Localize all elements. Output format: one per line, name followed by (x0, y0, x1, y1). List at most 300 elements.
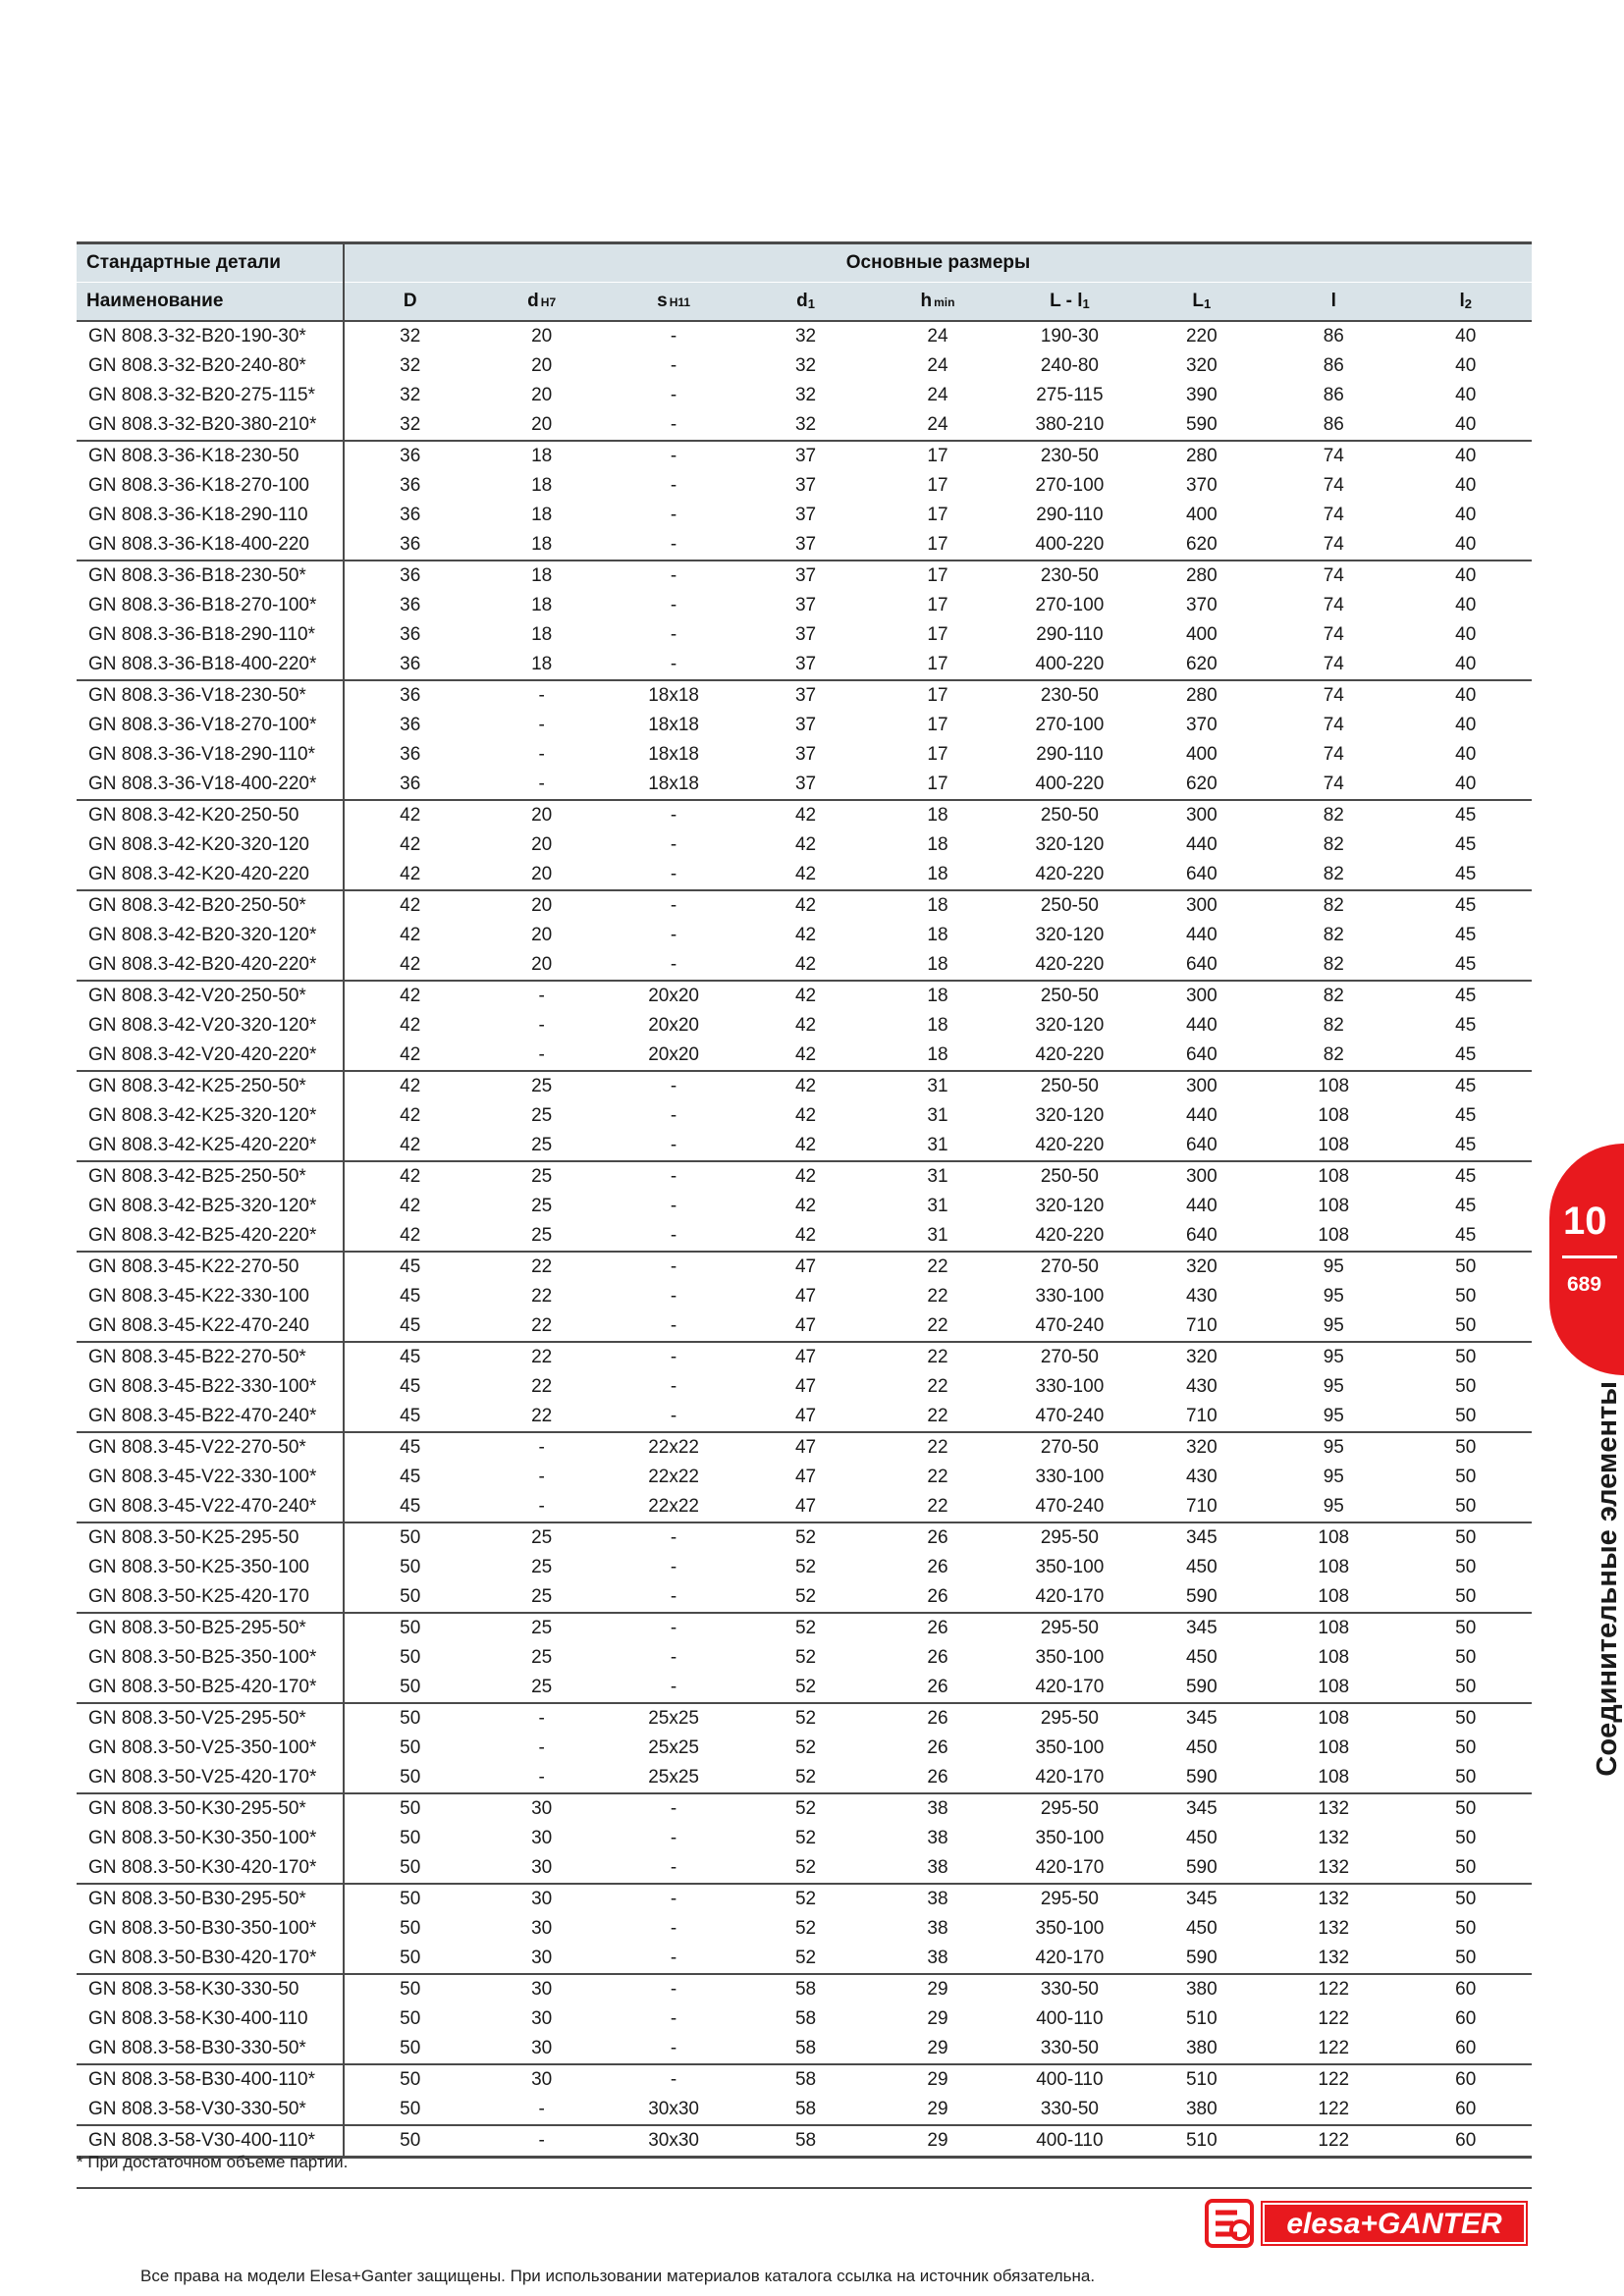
dimension-cell: 345 (1185, 1798, 1218, 1819)
dimension-cell: 50 (1455, 1527, 1477, 1548)
dimension-cell: 25 (531, 1527, 553, 1548)
dimension-cell: 22 (531, 1347, 553, 1367)
part-name-cell: GN 808.3-42-K25-420-220* (77, 1131, 344, 1161)
dimension-cell: 590 (1136, 1673, 1268, 1703)
dimension-cell: - (670, 446, 677, 466)
dimension-cell: 52 (794, 1828, 817, 1848)
dimension-cell: 18x18 (648, 715, 699, 735)
standard-parts-header: Стандартные детали (77, 243, 344, 283)
dimension-cell: 52 (739, 1763, 871, 1793)
dimension-cell: - (538, 1708, 545, 1729)
dimension-cell: 58 (794, 2130, 817, 2151)
dimension-cell: 30x30 (608, 2095, 739, 2125)
dimension-cell: 17 (927, 446, 948, 466)
col-header-label: s (657, 291, 668, 311)
dimension-cell: 26 (927, 1618, 948, 1638)
dimension-cell: - (670, 1076, 677, 1096)
dimension-cell: 22 (531, 1376, 553, 1397)
dimension-cell: 20 (531, 385, 553, 405)
dimension-cell: 58 (739, 2095, 871, 2125)
dimension-cell: 25 (531, 1557, 553, 1577)
col-header-label: d (527, 291, 539, 311)
dimension-cell: 370 (1185, 715, 1218, 735)
dimension-cell: 36 (400, 715, 421, 735)
dimension-cell: 18 (872, 860, 1003, 890)
col-header-l (1268, 283, 1399, 322)
dimension-cell: 37 (794, 624, 817, 645)
dimension-cell: 122 (1318, 2008, 1350, 2029)
dimension-cell: 50 (344, 1853, 475, 1884)
dimension-cell: 18 (927, 895, 948, 916)
elesa-ganter-logo (1204, 2197, 1530, 2250)
dimension-cell: 295-50 (1040, 1798, 1099, 1819)
dimension-cell: 17 (872, 650, 1003, 680)
dimension-cell: 50 (1400, 1763, 1533, 1793)
dimension-cell: 590 (1136, 1582, 1268, 1613)
dimension-cell: 45 (1455, 986, 1477, 1006)
dimension-cell: 108 (1268, 1221, 1399, 1252)
dimension-cell: 50 (400, 1798, 421, 1819)
table-row (77, 410, 1532, 441)
table-row (77, 561, 1532, 591)
dimension-cell: - (475, 1492, 607, 1522)
dimension-cell: - (670, 1376, 677, 1397)
dimension-cell: 30 (531, 1798, 553, 1819)
dimension-cell: 45 (400, 1467, 421, 1487)
col-header-h-min (872, 283, 1003, 322)
table-row (77, 2095, 1532, 2125)
part-name-cell: GN 808.3-32-B20-190-30* (77, 321, 344, 351)
col-header-name (77, 283, 344, 322)
dimension-cell: 50 (344, 2095, 475, 2125)
part-name-cell: GN 808.3-45-B22-270-50* (77, 1342, 344, 1372)
dimension-cell: 30 (475, 2034, 607, 2064)
table-row (77, 1734, 1532, 1763)
dimension-cell: 420-170 (1003, 1673, 1135, 1703)
dimension-cell: 52 (739, 1673, 871, 1703)
dimension-cell: 450 (1185, 1828, 1218, 1848)
part-name-cell: GN 808.3-45-V22-330-100* (77, 1463, 344, 1492)
dimension-cell: 45 (1455, 1015, 1477, 1036)
dimension-cell: 38 (927, 1889, 948, 1909)
dimension-cell: 50 (1455, 1437, 1477, 1458)
part-name-cell: GN 808.3-36-B18-290-110* (77, 620, 344, 650)
part-name-cell: GN 808.3-36-B18-270-100* (77, 591, 344, 620)
dimension-cell: 38 (927, 1918, 948, 1939)
dimension-cell: 47 (794, 1286, 817, 1307)
dimension-cell: 17 (872, 770, 1003, 800)
dimension-cell: 50 (400, 2130, 421, 2151)
dimension-cell: 300 (1185, 1076, 1218, 1096)
dimension-cell: 330-50 (1003, 2034, 1135, 2064)
part-name-cell: GN 808.3-50-B30-295-50* (77, 1884, 344, 1914)
dimension-cell: 82 (1323, 805, 1344, 826)
dimension-cell: 82 (1268, 1041, 1399, 1071)
page-number: 689 (1567, 1273, 1602, 1296)
table-row (77, 1492, 1532, 1522)
dimension-cell: 22 (475, 1402, 607, 1432)
dimension-cell: 47 (794, 1437, 817, 1458)
dimension-cell: 370 (1185, 595, 1218, 615)
dimension-cell: - (670, 925, 677, 945)
part-name-cell: GN 808.3-45-V22-270-50* (77, 1432, 344, 1463)
dimension-cell: 45 (1400, 1041, 1533, 1071)
dimension-cell: 220 (1185, 326, 1218, 347)
dimension-cell: 450 (1185, 1647, 1218, 1668)
dimension-cell: 30 (531, 2008, 553, 2029)
dimension-cell: 230-50 (1040, 446, 1099, 466)
dimension-cell: 32 (794, 385, 817, 405)
dimension-cell: 620 (1136, 650, 1268, 680)
dimension-cell: 40 (1455, 385, 1477, 405)
dimension-cell: - (670, 1347, 677, 1367)
dimension-cell: 22 (927, 1376, 948, 1397)
table-row (77, 650, 1532, 680)
dimension-cell: 17 (872, 530, 1003, 561)
dimension-cell: 108 (1318, 1105, 1350, 1126)
dimension-cell: 17 (927, 475, 948, 496)
dimension-cell: 132 (1268, 1853, 1399, 1884)
dimension-cell: 25 (531, 1076, 553, 1096)
dimension-cell: - (670, 2008, 677, 2029)
dimension-cell: 29 (927, 2130, 948, 2151)
dimension-cell: 470-240 (1003, 1311, 1135, 1342)
dimension-cell: 17 (927, 715, 948, 735)
dimension-cell: 25 (475, 1673, 607, 1703)
dimension-cell: 420-220 (1003, 860, 1135, 890)
dimension-cell: 52 (794, 1708, 817, 1729)
dimension-cell: 270-50 (1040, 1437, 1099, 1458)
dimension-cell: 37 (794, 446, 817, 466)
dimension-cell: - (670, 1557, 677, 1577)
dimension-cell: 230-50 (1040, 565, 1099, 586)
dimension-cell: 26 (872, 1673, 1003, 1703)
dimension-cell: 22 (872, 1402, 1003, 1432)
dimension-cell: 420-170 (1003, 1582, 1135, 1613)
dimension-cell: - (538, 986, 545, 1006)
dimension-cell: 22 (531, 1286, 553, 1307)
dimension-cell: - (608, 2034, 739, 2064)
dimension-cell: 50 (1455, 1889, 1477, 1909)
dimension-cell: 37 (794, 505, 817, 525)
dimension-cell: 36 (400, 685, 421, 706)
dimension-cell: 40 (1455, 355, 1477, 376)
dimension-cell: 330-100 (1035, 1467, 1105, 1487)
table-row (77, 1131, 1532, 1161)
part-name-cell: GN 808.3-58-K30-400-110 (77, 2004, 344, 2034)
col-header-d1 (739, 283, 871, 322)
dimension-cell: 122 (1318, 1979, 1350, 2000)
part-name-cell: GN 808.3-32-B20-380-210* (77, 410, 344, 441)
table-row (77, 800, 1532, 830)
dimension-cell: 95 (1323, 1256, 1344, 1277)
dimension-cell: 400-110 (1036, 2130, 1104, 2151)
dimension-cell: 22 (927, 1437, 948, 1458)
dimension-cell: 47 (794, 1256, 817, 1277)
dimension-cell: 18 (531, 446, 553, 466)
dimension-cell: 710 (1136, 1492, 1268, 1522)
dimension-cell: 45 (400, 1347, 421, 1367)
dimension-cell: 430 (1185, 1467, 1218, 1487)
dimension-cell: - (670, 1286, 677, 1307)
dimension-cell: 18x18 (648, 744, 699, 765)
dimension-cell: 40 (1455, 744, 1477, 765)
part-name-cell: GN 808.3-36-K18-230-50 (77, 441, 344, 471)
dimension-cell: 50 (400, 2008, 421, 2029)
dimension-cell: 52 (794, 1557, 817, 1577)
dimension-cell: - (670, 1256, 677, 1277)
dimension-cell: 440 (1185, 1015, 1218, 1036)
table-row (77, 1342, 1532, 1372)
dimension-cell: 450 (1185, 1737, 1218, 1758)
dimension-cell: 18x18 (608, 770, 739, 800)
part-name-cell: GN 808.3-42-K20-320-120 (77, 830, 344, 860)
col-header-d-outer (344, 283, 475, 322)
dimension-cell: - (670, 505, 677, 525)
part-name-cell: GN 808.3-42-B20-250-50* (77, 890, 344, 921)
dimension-cell: 400 (1185, 744, 1218, 765)
dimension-cell: 18 (927, 986, 948, 1006)
dimension-cell: 30 (531, 1979, 553, 2000)
dimension-cell: 31 (927, 1076, 948, 1096)
dimension-cell: - (608, 1673, 739, 1703)
dimension-cell: 50 (1455, 1286, 1477, 1307)
part-name-cell: GN 808.3-45-K22-470-240 (77, 1311, 344, 1342)
table-body (77, 321, 1532, 2158)
dimension-cell: 420-220 (1003, 1041, 1135, 1071)
dimension-cell: 32 (400, 326, 421, 347)
dimension-cell: 108 (1268, 1131, 1399, 1161)
dimension-cell: 345 (1185, 1889, 1218, 1909)
dimension-cell: 25 (531, 1647, 553, 1668)
dimension-cell: 86 (1323, 355, 1344, 376)
copyright-notice: Все права на модели Elesa+Ganter защищены. При использовании материалов каталога ссылка на источник обязательна. (140, 2267, 1096, 2285)
logo-wordmark: elesa+GANTER (1286, 2208, 1502, 2240)
dimension-cell: 29 (927, 1979, 948, 2000)
table-row (77, 2064, 1532, 2095)
dimension-cell: - (538, 2130, 545, 2151)
dimension-cell: 50 (400, 2069, 421, 2090)
dimension-cell: 40 (1455, 505, 1477, 525)
dimension-cell: - (608, 1311, 739, 1342)
dimension-cell: - (670, 475, 677, 496)
dimension-cell: 42 (400, 1166, 421, 1187)
dimension-cell: 230-50 (1040, 685, 1099, 706)
dimension-cell: 250-50 (1040, 895, 1099, 916)
dimension-cell: 31 (927, 1166, 948, 1187)
dimension-cell: - (670, 834, 677, 855)
part-name-cell: GN 808.3-50-V25-295-50* (77, 1703, 344, 1734)
dimension-cell: 42 (400, 925, 421, 945)
dimension-cell: 40 (1400, 530, 1533, 561)
dimension-cell: 50 (1455, 1557, 1477, 1577)
dimension-cell: 132 (1268, 1944, 1399, 1974)
dimension-cell: 17 (927, 595, 948, 615)
dimension-cell: 300 (1185, 895, 1218, 916)
dimension-cell: 420-170 (1003, 1853, 1135, 1884)
dimension-cell: 22 (475, 1311, 607, 1342)
dimension-cell: 22 (927, 1286, 948, 1307)
dimension-cell: 42 (794, 1196, 817, 1216)
part-name-cell: GN 808.3-32-B20-275-115* (77, 381, 344, 410)
dimension-cell: 270-100 (1035, 475, 1105, 496)
dimension-cell: 22 (927, 1347, 948, 1367)
dimension-cell: - (670, 624, 677, 645)
table-row (77, 1311, 1532, 1342)
dimension-cell: 420-170 (1003, 1944, 1135, 1974)
col-header-label: D (403, 291, 417, 311)
dimension-cell: 290-110 (1036, 744, 1104, 765)
dimension-cell: 45 (1455, 925, 1477, 945)
dimension-cell: 250-50 (1040, 805, 1099, 826)
dimension-cell: 36 (400, 565, 421, 586)
part-name-cell: GN 808.3-36-K18-400-220 (77, 530, 344, 561)
dimension-cell: 60 (1400, 2095, 1533, 2125)
dimension-cell: 320 (1185, 1437, 1218, 1458)
dimension-cell: 132 (1318, 1889, 1350, 1909)
col-header-subscript: 2 (1464, 296, 1472, 311)
table-row (77, 860, 1532, 890)
dimension-cell: 47 (739, 1492, 871, 1522)
table-row (77, 1582, 1532, 1613)
dimension-cell: 42 (794, 1105, 817, 1126)
table-row (77, 1071, 1532, 1101)
dimension-cell: 45 (1455, 1196, 1477, 1216)
dimension-cell: 50 (1400, 1311, 1533, 1342)
dimension-cell: 50 (400, 1979, 421, 2000)
dimension-cell: 52 (739, 1582, 871, 1613)
dimension-cell: 26 (927, 1527, 948, 1548)
part-name-cell: GN 808.3-36-B18-230-50* (77, 561, 344, 591)
dimension-cell: 42 (739, 1221, 871, 1252)
dimension-cell: 345 (1185, 1708, 1218, 1729)
dimension-cell: 47 (794, 1467, 817, 1487)
dimension-cell: 40 (1455, 624, 1477, 645)
dimension-cell: 36 (400, 595, 421, 615)
dimension-cell: 50 (1400, 1402, 1533, 1432)
dimension-cell: 25 (531, 1105, 553, 1126)
dimension-cell: 37 (739, 530, 871, 561)
dimension-cell: 60 (1455, 2130, 1477, 2151)
dimension-cell: 50 (344, 1763, 475, 1793)
dimension-cell: 26 (927, 1647, 948, 1668)
dimension-cell: 40 (1455, 595, 1477, 615)
dimension-cell: 270-100 (1035, 715, 1105, 735)
dimension-cell: 82 (1323, 1015, 1344, 1036)
dimension-cell: - (670, 595, 677, 615)
col-header-subscript: 1 (1082, 296, 1090, 311)
dimension-cell: 32 (794, 326, 817, 347)
dimension-cell: 58 (794, 1979, 817, 2000)
part-name-cell: GN 808.3-50-K30-420-170* (77, 1853, 344, 1884)
dimension-cell: 290-110 (1036, 505, 1104, 525)
dimension-cell: 320-120 (1035, 1196, 1105, 1216)
dimension-cell: 32 (739, 410, 871, 441)
dimension-cell: 60 (1455, 1979, 1477, 2000)
dimension-cell: 400-110 (1036, 2008, 1104, 2029)
dimension-cell: 190-30 (1040, 326, 1099, 347)
dimension-cell: 50 (1455, 1618, 1477, 1638)
dimension-cell: 52 (794, 1737, 817, 1758)
dimension-cell: 640 (1136, 860, 1268, 890)
part-name-cell: GN 808.3-50-K25-420-170 (77, 1582, 344, 1613)
table-row (77, 1522, 1532, 1553)
part-name-cell: GN 808.3-36-V18-270-100* (77, 711, 344, 740)
dimension-cell: 45 (1455, 895, 1477, 916)
dimension-cell: 24 (927, 326, 948, 347)
col-header-subscript: 1 (807, 296, 815, 311)
dimension-cell: 50 (1400, 1582, 1533, 1613)
table-row (77, 1613, 1532, 1643)
dimension-cell: 400-220 (1003, 770, 1135, 800)
dimension-cell: 29 (927, 2008, 948, 2029)
dimension-cell: 25 (531, 1166, 553, 1187)
dimension-cell: - (670, 1979, 677, 2000)
dimension-cell: 290-110 (1036, 624, 1104, 645)
dimension-cell: - (670, 2069, 677, 2090)
dimension-cell: - (670, 565, 677, 586)
dimension-cell: 95 (1323, 1437, 1344, 1458)
dimension-cell: 31 (927, 1105, 948, 1126)
dimension-cell: 17 (927, 505, 948, 525)
part-name-cell: GN 808.3-36-V18-230-50* (77, 680, 344, 711)
dimension-cell: 40 (1400, 410, 1533, 441)
part-name-cell: GN 808.3-50-K30-295-50* (77, 1793, 344, 1824)
dimension-cell: 108 (1318, 1527, 1350, 1548)
dimension-cell: 122 (1318, 2130, 1350, 2151)
dimension-cell: 32 (344, 410, 475, 441)
part-name-cell: GN 808.3-42-V20-320-120* (77, 1011, 344, 1041)
dimension-cell: 36 (400, 505, 421, 525)
table-row (77, 501, 1532, 530)
dimension-cell: 42 (344, 1041, 475, 1071)
logo-emblem-icon (1207, 2201, 1252, 2246)
dimension-cell: 50 (1400, 1944, 1533, 1974)
dimension-cell: 37 (794, 475, 817, 496)
dimension-cell: 42 (344, 1221, 475, 1252)
dimension-cell: - (608, 950, 739, 981)
dimension-cell: 74 (1323, 446, 1344, 466)
dimension-cell: 74 (1323, 744, 1344, 765)
table-row (77, 1101, 1532, 1131)
part-name-cell: GN 808.3-50-V25-420-170* (77, 1763, 344, 1793)
dimension-cell: 50 (344, 1582, 475, 1613)
dimension-cell: 20 (531, 925, 553, 945)
part-name-cell: GN 808.3-45-V22-470-240* (77, 1492, 344, 1522)
dimension-cell: 18 (531, 624, 553, 645)
dimension-cell: 22 (927, 1467, 948, 1487)
dimension-cell: 82 (1323, 925, 1344, 945)
dimension-cell: 18 (872, 1041, 1003, 1071)
dimension-cell: 430 (1185, 1286, 1218, 1307)
col-header-s-square (608, 283, 739, 322)
dimension-cell: 26 (927, 1708, 948, 1729)
dimension-cell: 108 (1268, 1763, 1399, 1793)
dimension-cell: 38 (927, 1828, 948, 1848)
dimension-cell: 20 (531, 805, 553, 826)
dimension-cell: 32 (400, 385, 421, 405)
dimension-cell: 40 (1400, 650, 1533, 680)
dimension-cell: - (608, 1402, 739, 1432)
dimension-cell: 45 (1455, 1166, 1477, 1187)
dimension-cell: 45 (344, 1492, 475, 1522)
table-row (77, 830, 1532, 860)
dimension-cell: 26 (872, 1582, 1003, 1613)
dimension-cell: - (538, 1015, 545, 1036)
dimension-cell: 50 (400, 1737, 421, 1758)
dimension-cell: 295-50 (1040, 1889, 1099, 1909)
dimension-cell: 30 (531, 1918, 553, 1939)
